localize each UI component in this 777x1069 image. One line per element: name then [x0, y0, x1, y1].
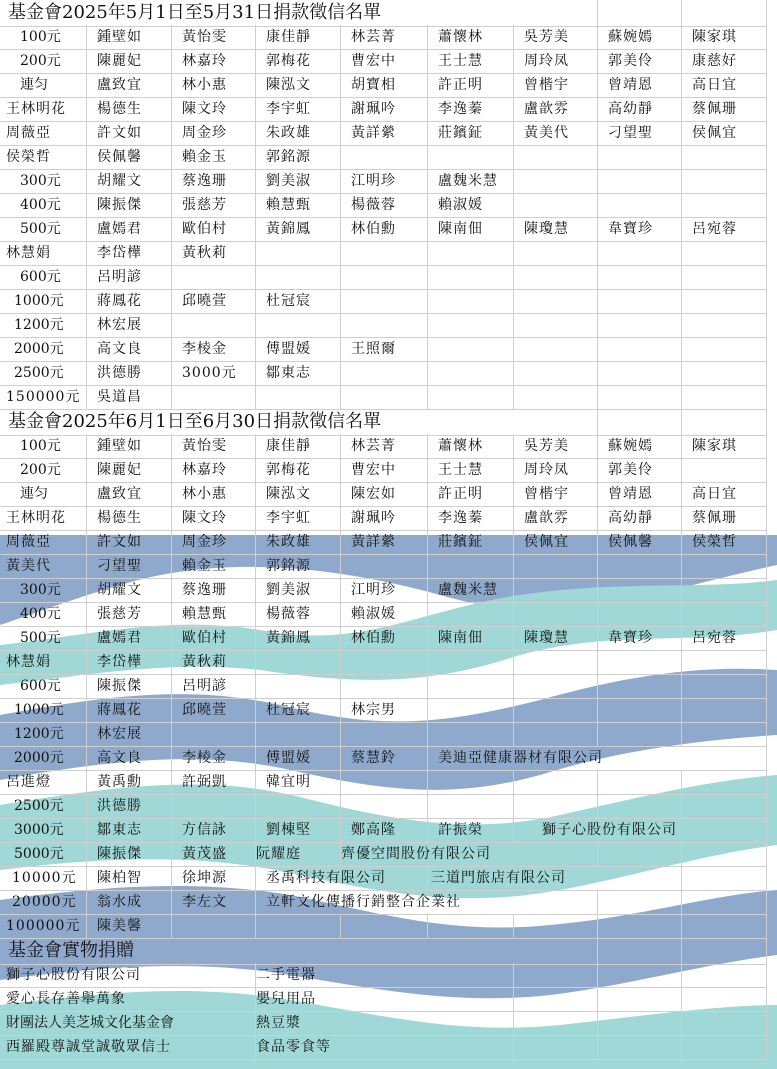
- may-row-200b: [0, 73, 777, 97]
- donor-name: 李棱金: [172, 746, 256, 771]
- donor-name: 張慈芳: [172, 193, 256, 218]
- donor-name: 鄭高隆: [341, 818, 428, 843]
- donor-name: 阮耀庭: [256, 842, 341, 867]
- amount-label: 500元: [0, 217, 87, 242]
- june-row-2000: [0, 746, 777, 770]
- donor-name: 陳家琪: [682, 25, 767, 50]
- donor-name: 陳振傑: [87, 674, 172, 699]
- donor-name: 江明珍: [341, 578, 428, 603]
- donor-name: 盧魏米慧: [428, 169, 514, 194]
- june-row-2500: [0, 794, 777, 818]
- donor-name: 陳宏如: [341, 482, 428, 507]
- inkind-donor: 財團法人美芝城文化基金會: [0, 1011, 256, 1036]
- donor-name: 江明珍: [341, 169, 428, 194]
- donor-name: 劉棟堅: [256, 818, 341, 843]
- amount-label: 2000元: [0, 337, 87, 362]
- donor-name: 黃錦鳳: [256, 217, 341, 242]
- inkind-title-row: [0, 938, 777, 963]
- donor-name: 蕭懷林: [428, 434, 514, 459]
- donor-company: 齊優空間股份有限公司: [341, 842, 598, 867]
- june-row-500b: [0, 650, 777, 674]
- donor-name: 林小惠: [172, 482, 256, 507]
- june-row-100: [0, 434, 777, 458]
- donor-name: 康佳靜: [256, 434, 341, 459]
- donor-name: 黃錦鳳: [256, 626, 341, 651]
- may-section-title: 基金會2025年5月1日至5月31日捐款徵信名單: [0, 0, 514, 27]
- inkind-donor: 獅子心股份有限公司: [0, 963, 256, 988]
- june-row-5000: [0, 842, 777, 866]
- donor-name: 林芸菁: [341, 434, 428, 459]
- donor-name: 林嘉玲: [172, 458, 256, 483]
- donor-name: 郭梅花: [256, 49, 341, 74]
- amount-label: 400元: [0, 193, 87, 218]
- donor-name: 陳南佃: [428, 217, 514, 242]
- donor-name: 林伯勳: [341, 626, 428, 651]
- june-title-row: [0, 409, 777, 434]
- amount-label: 300元: [0, 578, 87, 603]
- donor-name: 胡寶相: [341, 73, 428, 98]
- donor-name: 盧致宜: [87, 73, 172, 98]
- donor-name: 連匀: [0, 73, 87, 98]
- donor-company: 美迪亞健康器材有限公司: [428, 746, 767, 771]
- donor-name: 劉美淑: [256, 578, 341, 603]
- inkind-item: 熱豆漿: [256, 1011, 514, 1036]
- donor-name: 許正明: [428, 482, 514, 507]
- donor-name: 盧歆雰: [514, 97, 598, 122]
- donor-name: 賴金玉: [172, 145, 256, 170]
- may-row-200c: [0, 97, 777, 121]
- donor-name: 邱曉萱: [172, 698, 256, 723]
- donor-name: 鍾壁如: [87, 434, 172, 459]
- donor-name: 黃禹勳: [87, 770, 172, 795]
- donor-name: 郭美伶: [598, 49, 682, 74]
- donor-name: 傅盟媛: [256, 746, 341, 771]
- donor-name: 楊德生: [87, 97, 172, 122]
- donor-name: 高文良: [87, 337, 172, 362]
- donor-name: 陳振傑: [87, 842, 172, 867]
- donor-name: 李宇虹: [256, 97, 341, 122]
- donor-name: 陳柏智: [87, 866, 172, 891]
- inkind-donor: 愛心長存善舉萬象: [0, 987, 256, 1012]
- donor-name: 蔡逸珊: [172, 578, 256, 603]
- donor-name: 莊鑌鉦: [428, 121, 514, 146]
- donor-name: 曾楷宇: [514, 73, 598, 98]
- donor-name: 林宏展: [87, 313, 172, 338]
- donor-name: 蔡慧鈴: [341, 746, 428, 771]
- june-row-300: [0, 578, 777, 602]
- donor-company: 三道門旅店有限公司: [428, 866, 682, 891]
- donor-name: 杜冠宸: [256, 289, 341, 314]
- donor-name: 方信詠: [172, 818, 256, 843]
- amount-label: 1000元: [0, 289, 87, 314]
- donor-name: 王照爾: [341, 337, 428, 362]
- donor-name: 許弼凱: [172, 770, 256, 795]
- inkind-row: [0, 1035, 777, 1059]
- donor-name: 盧嫣君: [87, 626, 172, 651]
- donor-name: 鍾壁如: [87, 25, 172, 50]
- donor-name: 韓宜明: [256, 770, 341, 795]
- donor-name: 黃秋莉: [172, 650, 256, 675]
- donor-name: 黃美代: [0, 554, 87, 579]
- donor-name: 盧致宜: [87, 482, 172, 507]
- donor-name: 楊德生: [87, 506, 172, 531]
- may-row-200d: [0, 121, 777, 145]
- june-row-200c: [0, 506, 777, 530]
- donor-name: 康佳靜: [256, 25, 341, 50]
- donor-name: 高幼靜: [598, 506, 682, 531]
- donor-name: 胡耀文: [87, 578, 172, 603]
- donor-name: 杜冠宸: [256, 698, 341, 723]
- june-row-20000: [0, 890, 777, 914]
- donor-name: 李逸蓁: [428, 506, 514, 531]
- june-row-200: [0, 458, 777, 482]
- donor-name: 蔡佩珊: [682, 97, 767, 122]
- donor-name: 陳美馨: [87, 914, 172, 939]
- donor-name: 黃詳縈: [341, 121, 428, 146]
- inkind-row: [0, 1011, 777, 1035]
- donor-name: 刁望聖: [87, 554, 172, 579]
- june-section-title: 基金會2025年6月1日至6月30日捐款徵信名單: [0, 409, 514, 436]
- donor-name: 許文如: [87, 530, 172, 555]
- donor-company: 獅子心股份有限公司: [514, 818, 767, 843]
- donor-name: 朱政雄: [256, 121, 341, 146]
- donor-name: 韋寶珍: [598, 626, 682, 651]
- may-row-500: [0, 217, 777, 241]
- donor-name: 呂宛蓉: [682, 626, 767, 651]
- donor-name: 黃詳縈: [341, 530, 428, 555]
- donor-name: 翁水成: [87, 890, 172, 915]
- donor-name: 李岱樺: [87, 241, 172, 266]
- donor-name: 李左文: [172, 890, 256, 915]
- donor-name: 歐伯村: [172, 217, 256, 242]
- donor-name: 呂宛蓉: [682, 217, 767, 242]
- donor-name: 徐坤源: [172, 866, 256, 891]
- donor-name: 黃美代: [514, 121, 598, 146]
- donor-name: 李棱金: [172, 337, 256, 362]
- june-row-500: [0, 626, 777, 650]
- june-row-2000b: [0, 770, 777, 794]
- donor-name: 呂進燈: [0, 770, 87, 795]
- inkind-row: [0, 987, 777, 1011]
- donor-name: 郭梅花: [256, 458, 341, 483]
- donor-name: 連匀: [0, 482, 87, 507]
- donor-name: 林嘉玲: [172, 49, 256, 74]
- donor-name: 侯佩宜: [682, 121, 767, 146]
- donor-name: 林慧娟: [0, 241, 87, 266]
- donor-name: 陳家琪: [682, 434, 767, 459]
- donor-name: 周金珍: [172, 121, 256, 146]
- donor-name: 侯佩馨: [87, 145, 172, 170]
- inkind-item: 嬰兒用品: [256, 987, 514, 1012]
- donor-name: 楊薇蓉: [256, 602, 341, 627]
- may-row-500b: [0, 241, 777, 265]
- donor-name: 侯佩馨: [598, 530, 682, 555]
- donor-name: 陳文玲: [172, 506, 256, 531]
- donor-name: 呂明諺: [87, 265, 172, 290]
- donor-name: 周玲凤: [514, 458, 598, 483]
- may-row-1200: [0, 313, 777, 337]
- donor-name: 鄒東志: [256, 361, 341, 386]
- amount-label: 100元: [0, 434, 87, 459]
- donor-name: 刁望聖: [598, 121, 682, 146]
- donor-name: 高日宜: [682, 73, 767, 98]
- donor-name: 劉美淑: [256, 169, 341, 194]
- donor-name: 陳泓文: [256, 482, 341, 507]
- donor-name: 賴慧甄: [256, 193, 341, 218]
- donor-name: 傅盟媛: [256, 337, 341, 362]
- amount-label: 150000元: [0, 385, 87, 410]
- donor-name: 蘇婉嫣: [598, 434, 682, 459]
- amount-label: 1200元: [0, 722, 87, 747]
- may-row-2000: [0, 337, 777, 361]
- donor-name: 侯佩宜: [514, 530, 598, 555]
- june-row-400: [0, 602, 777, 626]
- donor-name: 賴金玉: [172, 554, 256, 579]
- donor-name: 李宇虹: [256, 506, 341, 531]
- inkind-item: 食品零食等: [256, 1035, 514, 1060]
- donor-name: 許正明: [428, 73, 514, 98]
- amount-label: 3000元: [0, 818, 87, 843]
- donor-name: 王士慧: [428, 458, 514, 483]
- may-title-row: [0, 0, 777, 25]
- donor-name: 郭銘源: [256, 554, 341, 579]
- donor-name: 蔣鳳花: [87, 289, 172, 314]
- amount-label: 400元: [0, 602, 87, 627]
- donor-name: 侯榮哲: [0, 145, 87, 170]
- june-row-1000: [0, 698, 777, 722]
- amount-label: 1000元: [0, 698, 87, 723]
- donor-name: 曾靖恩: [598, 73, 682, 98]
- june-row-100000: [0, 914, 777, 938]
- donor-name: 周薇亞: [0, 121, 87, 146]
- donor-name: 高幼靜: [598, 97, 682, 122]
- donor-name: 賴慧甄: [172, 602, 256, 627]
- donor-name: 許振榮: [428, 818, 514, 843]
- donor-name: 曾靖恩: [598, 482, 682, 507]
- donor-name: 陳文玲: [172, 97, 256, 122]
- donor-name: 賴淑媛: [428, 193, 514, 218]
- june-row-3000: [0, 818, 777, 842]
- donor-name: 莊鑌鉦: [428, 530, 514, 555]
- donor-name: 蔣鳳花: [87, 698, 172, 723]
- inkind-row: [0, 963, 777, 987]
- may-row-400: [0, 193, 777, 217]
- donor-name: 王林明花: [0, 97, 87, 122]
- amount-label: 600元: [0, 674, 87, 699]
- donor-name: 吳芳美: [514, 25, 598, 50]
- donor-name: 胡耀文: [87, 169, 172, 194]
- donor-name: 蔡逸珊: [172, 169, 256, 194]
- donor-name: 黃怡雯: [172, 25, 256, 50]
- donor-name: 呂明諺: [172, 674, 256, 699]
- donor-name: 陳振傑: [87, 193, 172, 218]
- amount-label: 200元: [0, 49, 87, 74]
- donor-name: 吳道昌: [87, 385, 172, 410]
- amount-label: 5000元: [0, 842, 87, 867]
- may-row-1000: [0, 289, 777, 313]
- donor-name: 楊薇蓉: [341, 193, 428, 218]
- may-row-200: [0, 49, 777, 73]
- donor-name: 周金珍: [172, 530, 256, 555]
- donor-name: 陳泓文: [256, 73, 341, 98]
- may-row-300: [0, 169, 777, 193]
- donor-name: 王士慧: [428, 49, 514, 74]
- amount-label: 2500元: [0, 794, 87, 819]
- amount-label: 2000元: [0, 746, 87, 771]
- amount-label: 1200元: [0, 313, 87, 338]
- donor-name: 黃秋莉: [172, 241, 256, 266]
- donor-name: 吳芳美: [514, 434, 598, 459]
- donor-name: 林芸菁: [341, 25, 428, 50]
- donor-name: 林宗男: [341, 698, 428, 723]
- donor-name: 高文良: [87, 746, 172, 771]
- donor-name: 林伯勳: [341, 217, 428, 242]
- donor-name: 謝珮吟: [341, 97, 428, 122]
- donor-name: 蔡佩珊: [682, 506, 767, 531]
- donor-name: 曹宏中: [341, 49, 428, 74]
- donor-name: 陳麗妃: [87, 458, 172, 483]
- amount-label: 200元: [0, 458, 87, 483]
- donor-name: 韋寶珍: [598, 217, 682, 242]
- donor-name: 許文如: [87, 121, 172, 146]
- donor-company: 丞禹科技有限公司: [256, 866, 428, 891]
- may-row-100: [0, 25, 777, 49]
- amount-label: 300元: [0, 169, 87, 194]
- donor-name: 洪德勝: [87, 361, 172, 386]
- inkind-donor: 西羅殿尊誠堂誠敬眾信士: [0, 1035, 256, 1060]
- may-row-600: [0, 265, 777, 289]
- donor-name: 陳南佃: [428, 626, 514, 651]
- donor-name: 張慈芳: [87, 602, 172, 627]
- donor-company: 立軒文化傳播行銷整合企業社: [256, 890, 598, 915]
- donor-name: 林小惠: [172, 73, 256, 98]
- donor-name: 陳瓊慧: [514, 626, 598, 651]
- donor-name: 歐伯村: [172, 626, 256, 651]
- june-row-200e: [0, 554, 777, 578]
- donor-name: 周薇亞: [0, 530, 87, 555]
- june-row-1200: [0, 722, 777, 746]
- may-row-200e: [0, 145, 777, 169]
- donor-name: 邱曉萱: [172, 289, 256, 314]
- donor-name: 陳麗妃: [87, 49, 172, 74]
- donor-name: 李岱樺: [87, 650, 172, 675]
- donor-name: 郭銘源: [256, 145, 341, 170]
- donor-name: 謝珮吟: [341, 506, 428, 531]
- donor-name: 王林明花: [0, 506, 87, 531]
- donor-name: 蕭懷林: [428, 25, 514, 50]
- donor-name: 盧魏米慧: [428, 578, 514, 603]
- donor-name: 曾楷宇: [514, 482, 598, 507]
- donor-name: 盧嫣君: [87, 217, 172, 242]
- donor-name: 李逸蓁: [428, 97, 514, 122]
- june-row-200d: [0, 530, 777, 554]
- donor-name: 朱政雄: [256, 530, 341, 555]
- donor-name: 林慧娟: [0, 650, 87, 675]
- inkind-section-title: 基金會實物捐贈: [0, 938, 514, 965]
- donor-name: 鄒東志: [87, 818, 172, 843]
- donor-name: 侯榮哲: [682, 530, 767, 555]
- may-row-150000: [0, 385, 777, 409]
- amount-label: 10000元: [0, 866, 87, 891]
- donor-name: 周玲凤: [514, 49, 598, 74]
- donor-name: 蘇婉嫣: [598, 25, 682, 50]
- amount-label: 500元: [0, 626, 87, 651]
- donor-name: 林宏展: [87, 722, 172, 747]
- donor-name: 曹宏中: [341, 458, 428, 483]
- donor-name: 高日宜: [682, 482, 767, 507]
- donor-name: 康慈好: [682, 49, 767, 74]
- amount-label: 100元: [0, 25, 87, 50]
- donor-name: 賴淑媛: [341, 602, 428, 627]
- may-row-2500: [0, 361, 777, 385]
- amount-label: 3000元: [172, 361, 256, 386]
- june-row-200b: [0, 482, 777, 506]
- donor-name: 洪德勝: [87, 794, 172, 819]
- donor-name: 黃茂盛: [172, 842, 256, 867]
- donor-name: 黃怡雯: [172, 434, 256, 459]
- amount-label: 20000元: [0, 890, 87, 915]
- june-row-600: [0, 674, 777, 698]
- amount-label: 600元: [0, 265, 87, 290]
- donor-name: 郭美伶: [598, 458, 682, 483]
- inkind-item: 二手電器: [256, 963, 514, 988]
- donor-name: 盧歆雰: [514, 506, 598, 531]
- donor-name: 陳瓊慧: [514, 217, 598, 242]
- june-row-10000: [0, 866, 777, 890]
- amount-label: 100000元: [0, 914, 87, 939]
- amount-label: 2500元: [0, 361, 87, 386]
